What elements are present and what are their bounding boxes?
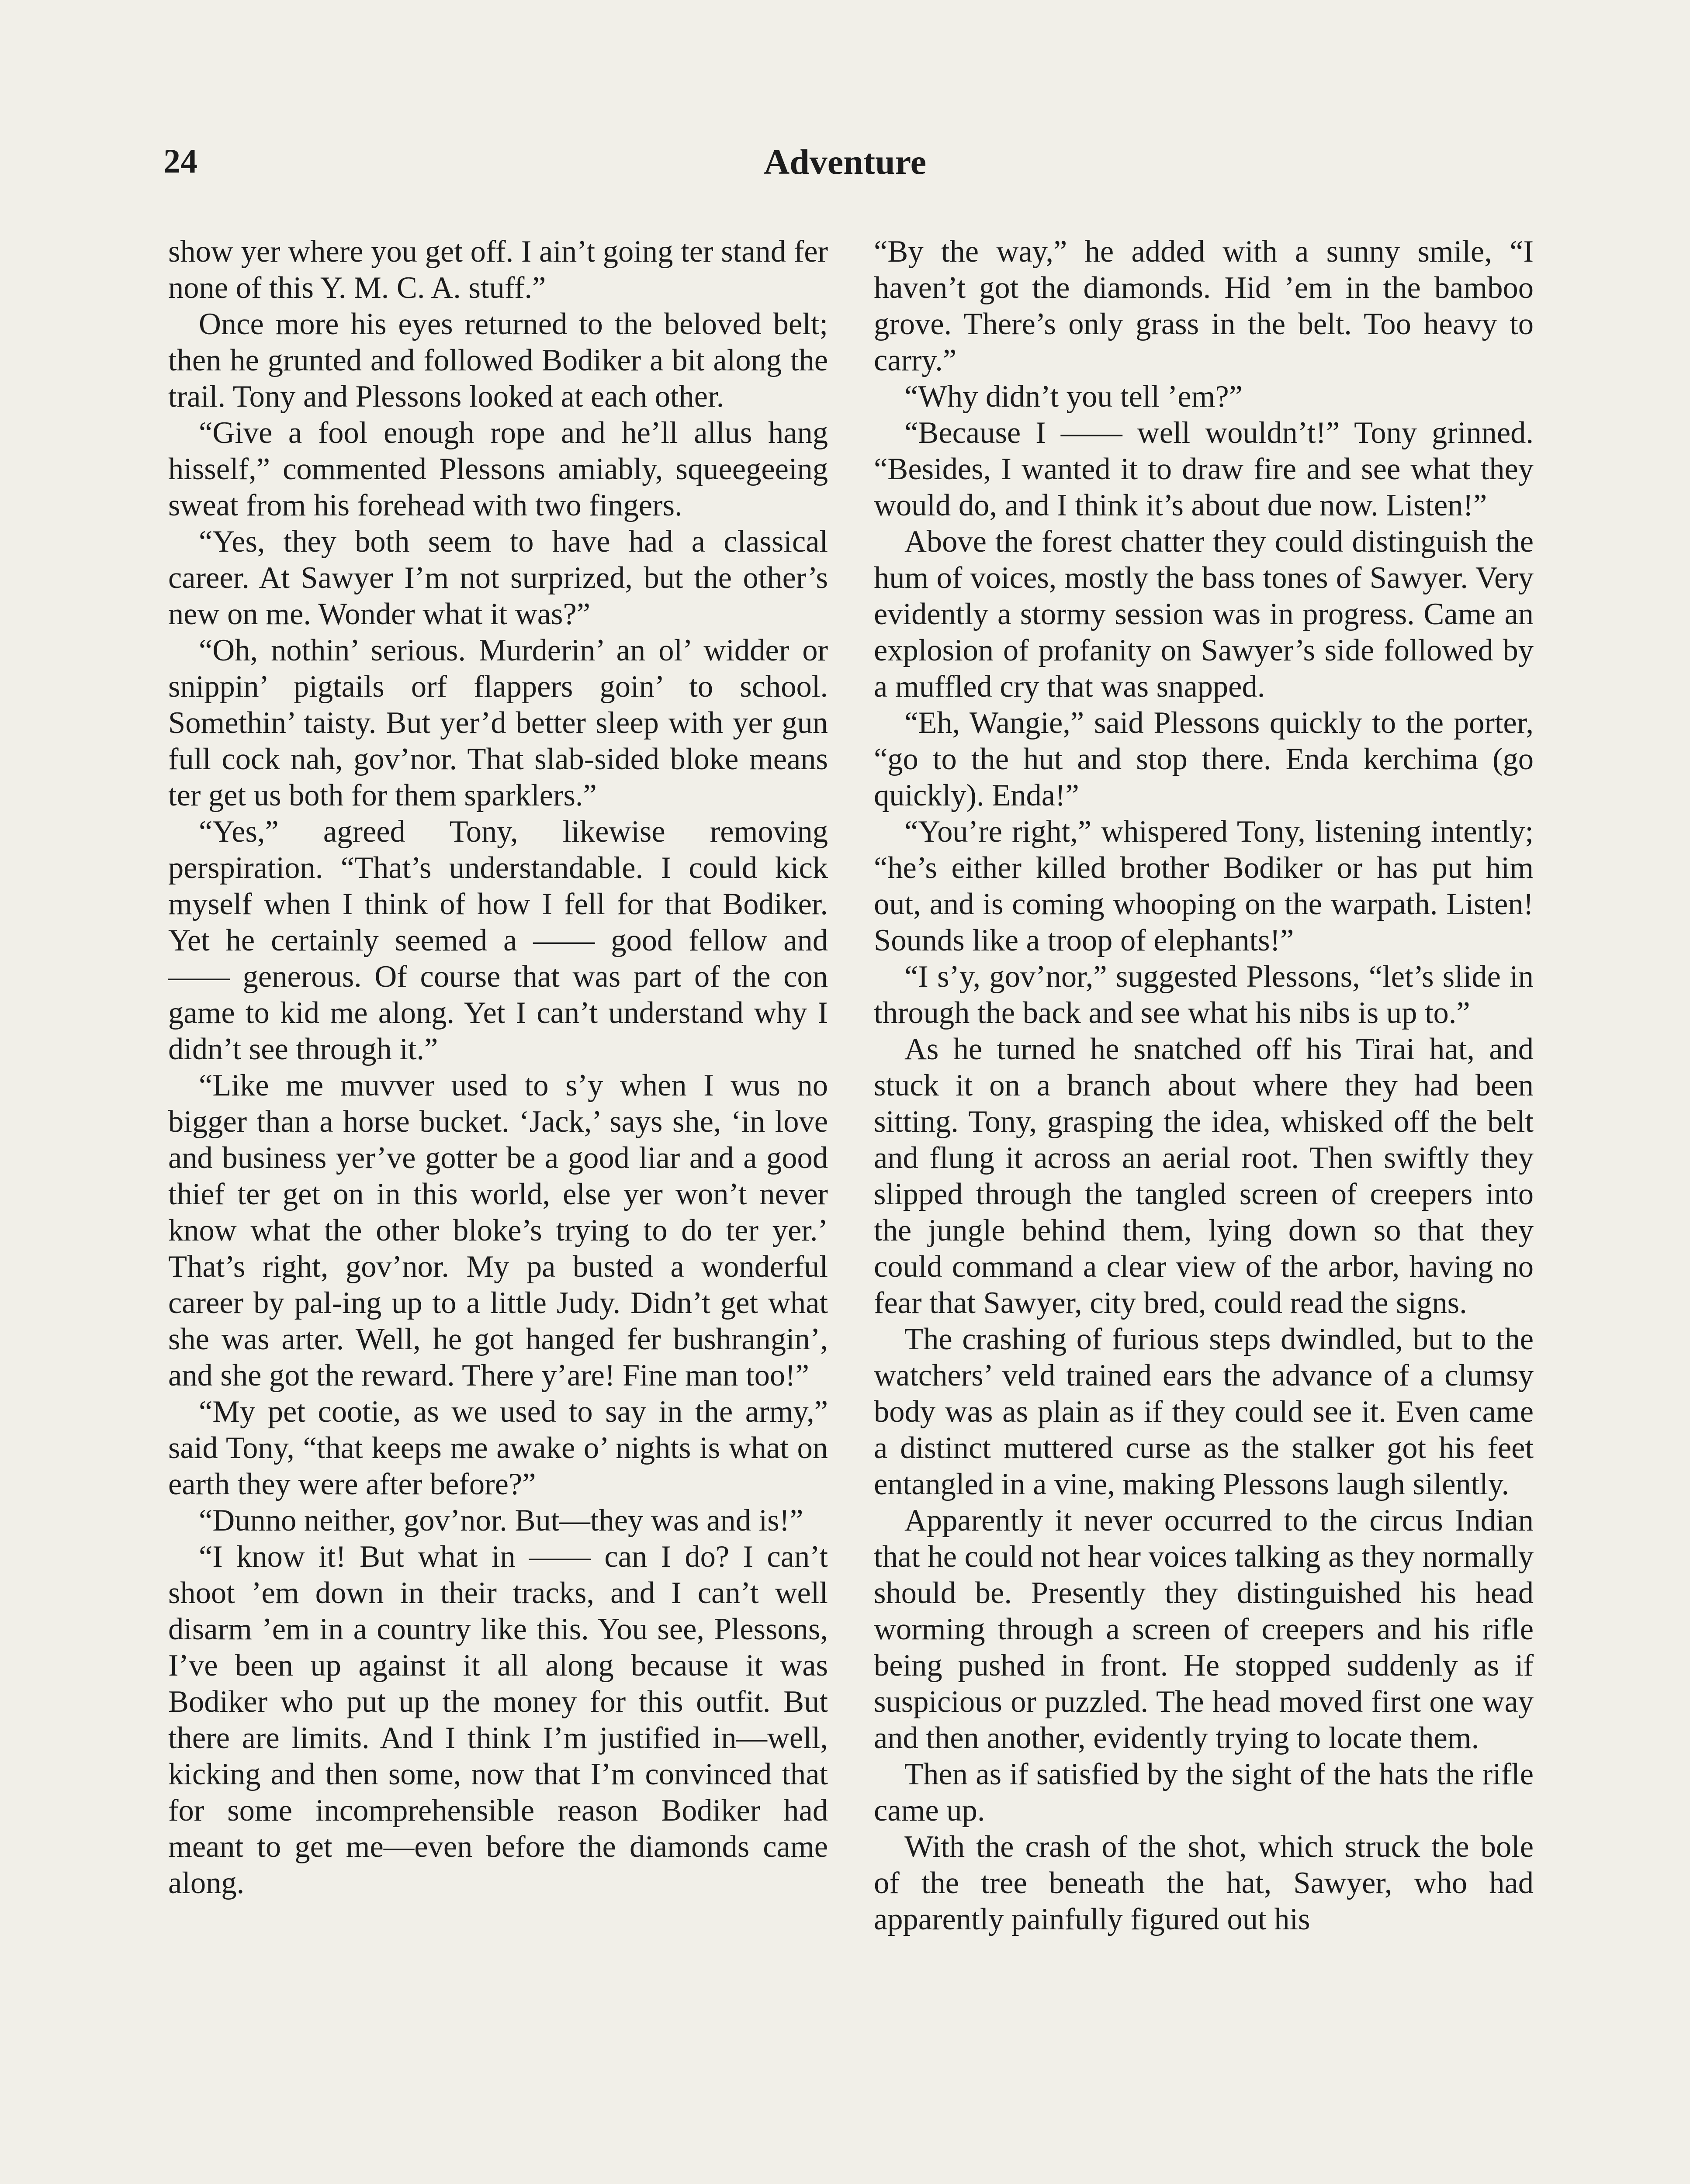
paragraph: “Eh, Wangie,” said Plessons quickly to the porter, “go to the hut and stop there. Enda kerchima (go quickly). Enda!” — [874, 706, 1534, 812]
paragraph: “Yes,” agreed Tony, likewise removing perspiration. “That’s understandable. I could kick myself when I think of how I fell for that Bodiker. Yet he certainly seemed a —— good fellow and —— generous. Of course that was part of the con game to kid me along. Yet I can’t understand why I didn’t see through it.” — [168, 815, 828, 1066]
paragraph: “Yes, they both seem to have had a classical career. At Sawyer I’m not surprized, but the other’s new on me. Wonder what it was?” — [168, 525, 828, 631]
paragraph: “My pet cootie, as we used to say in the army,” said Tony, “that keeps me awake o’ nights is what on earth they were after before?” — [168, 1395, 828, 1501]
paragraph: “I know it! But what in —— can I do? I can’t shoot ’em down in their tracks, and I can’t well disarm ’em in a country like this. You see, Plessons, I’ve been up against it all along because it was Bodiker who put up the money for this outfit. But there are limits. And I think I’m justified in—well, kicking and then some, now that I’m convinced that for some incomprehensible reason Bodiker had meant to get me—even before the diamonds came along. — [168, 1540, 828, 1900]
running-head-title: Adventure — [763, 142, 927, 182]
paragraph: The crashing of furious steps dwindled, but to the watchers’ veld trained ears the advance of a clumsy body was as plain as if they could see it. Even came a distinct muttered curse as the stalker got his feet entangled in a vine, making Plessons laugh silently. — [874, 1322, 1534, 1501]
paragraph: “Why didn’t you tell ’em?” — [904, 380, 1243, 414]
text-column-left — [168, 234, 828, 1901]
paragraph: Once more his eyes returned to the beloved belt; then he grunted and followed Bodiker a bit along the trail. Tony and Plessons looked at each other. — [168, 307, 828, 414]
paragraph: “By the way,” he added with a sunny smile, “I haven’t got the diamonds. Hid ’em in the bamboo grove. There’s only grass in the belt. Too heavy to carry.” — [874, 235, 1534, 377]
paragraph: “Like me muvver used to s’y when I wus no bigger than a horse bucket. ‘Jack,’ says she, ‘in love and business yer’ve gotter be a good liar and a good thief ter get on in this world, else yer won’t never know what the other bloke’s trying to do ter yer.’ That’s right, gov’nor. My pa busted a wonderful career by pal-ing up to a little Judy. Didn’t get what she was arter. Well, he got hanged fer bushrangin’, and she got the reward. There y’are! Fine man too!” — [168, 1068, 828, 1393]
paragraph: “I s’y, gov’nor,” suggested Plessons, “let’s slide in through the back and see what his nibs is up to.” — [874, 960, 1534, 1030]
paragraph: “You’re right,” whispered Tony, listening intently; “he’s either killed brother Bodiker or has put him out, and is coming whooping on the warpath. Listen! Sounds like a troop of elephants!” — [874, 815, 1534, 957]
paragraph: “Oh, nothin’ serious. Murderin’ an ol’ widder or snippin’ pigtails orf flappers goin’ to school. Somethin’ taisty. But yer’d better sleep with yer gun full cock nah, gov’nor. That slab-sided bloke means ter get us both for them sparklers.” — [168, 633, 828, 812]
paragraph: As he turned he snatched off his Tirai hat, and stuck it on a branch about where they had been sitting. Tony, grasping the idea, whisked off the belt and flung it across an aerial root. Then swiftly they slipped through the tangled screen of creepers into the jungle behind them, lying down so that they could command a clear view of the arbor, having no fear that Sawyer, city bred, could read the signs. — [874, 1032, 1534, 1320]
paragraph: Above the forest chatter they could distinguish the hum of voices, mostly the bass tones of Sawyer. Very evidently a stormy session was in progress. Came an explosion of profanity on Sawyer’s side followed by a muffled cry that was snapped. — [874, 525, 1534, 704]
paragraph: show yer where you get off. I ain’t going ter stand fer none of this Y. M. C. A. stuff.” — [168, 235, 828, 305]
paragraph: “Dunno neither, gov’nor. But—they was and is!” — [199, 1503, 803, 1538]
paragraph: With the crash of the shot, which struck the bole of the tree beneath the hat, Sawyer, who had apparently painfully figured out his — [874, 1830, 1534, 1936]
page-number: 24 — [163, 142, 197, 180]
text-column-right — [874, 234, 1534, 1938]
paragraph: “Give a fool enough rope and he’ll allus hang hisself,” commented Plessons amiably, squeegeeing sweat from his forehead with two fingers. — [168, 416, 828, 522]
paragraph: Then as if satisfied by the sight of the hats the rifle came up. — [874, 1757, 1534, 1828]
paragraph: Apparently it never occurred to the circus Indian that he could not hear voices talking as they normally should be. Presently they distinguished his head worming through a screen of creepers and his rifle being pushed in front. He stopped suddenly as if suspicious or puzzled. The head moved first one way and then another, evidently trying to locate them. — [874, 1503, 1534, 1755]
paragraph: “Because I —— well wouldn’t!” Tony grinned. “Besides, I wanted it to draw fire and see what they would do, and I think it’s about due now. Listen!” — [874, 416, 1534, 522]
